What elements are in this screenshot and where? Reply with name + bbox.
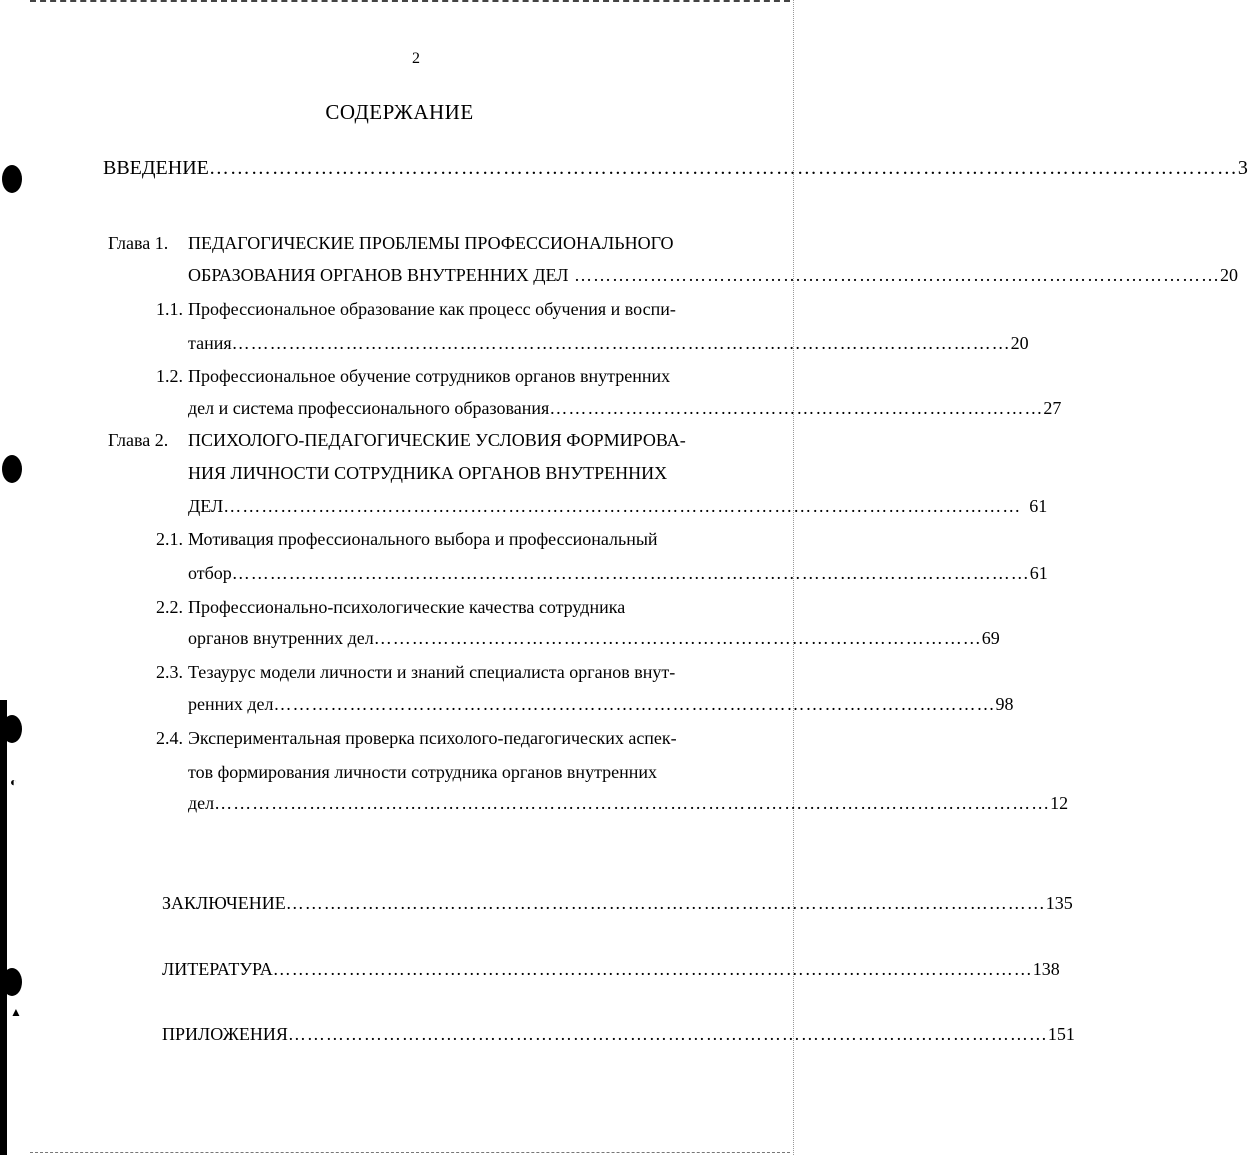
section-number: 2.3. xyxy=(156,662,183,682)
toc-entry-page: 61 xyxy=(1029,496,1048,516)
toc-entry-chapter2[interactable] xyxy=(188,495,1048,517)
toc-entry-page: 138 xyxy=(1032,959,1060,979)
dot-leader: ………………………………………………………………………………………………………… xyxy=(287,1024,1048,1044)
section-number: 1.2. xyxy=(156,366,183,386)
punch-hole xyxy=(2,715,22,743)
toc-entry-page: 151 xyxy=(1047,1024,1075,1044)
toc-entry-label: ЛИТЕРАТУРА xyxy=(162,959,273,979)
section-2-2-line1[interactable]: Профессионально-психологические качества сотрудника xyxy=(188,597,626,617)
dot-leader: ……………………………………………………………………………………………………………… xyxy=(223,496,1022,516)
toc-entry-label: ПРИЛОЖЕНИЯ xyxy=(162,1024,288,1044)
dot-leader: ………………………………………………………………………………………………………… xyxy=(272,959,1033,979)
dot-leader: ……………………………………………………………………………………………………………… xyxy=(231,563,1030,583)
chapter1-label: Глава 1. xyxy=(108,233,169,253)
scan-top-border xyxy=(30,0,790,5)
punch-hole xyxy=(2,968,22,996)
section-1-1-line1[interactable]: Профессиональное образование как процесс обучения и воспи- xyxy=(188,299,676,319)
toc-entry-label: ОБРАЗОВАНИЯ ОРГАНОВ ВНУТРЕННИХ ДЕЛ xyxy=(188,265,569,285)
toc-entry-page: 20 xyxy=(1010,333,1029,353)
dot-leader: …………………………………………………………………………………………………………………… xyxy=(214,793,1051,813)
toc-entry-page: 135 xyxy=(1045,893,1073,913)
toc-entry-section-1-1[interactable] xyxy=(188,332,1029,354)
dot-leader: …………………………………………………………………………………… xyxy=(373,628,982,648)
dot-leader: …………………………………………………………………… xyxy=(549,398,1044,418)
toc-entry-page: 98 xyxy=(995,694,1014,714)
page-number: 2 xyxy=(412,50,420,67)
chapter2-label: Глава 2. xyxy=(108,430,169,450)
toc-entry-page: 27 xyxy=(1043,398,1062,418)
toc-entry-section-2-1[interactable] xyxy=(188,562,1048,584)
toc-entry-label: ЗАКЛЮЧЕНИЕ xyxy=(162,893,286,913)
toc-entry-page: 61 xyxy=(1029,563,1048,583)
toc-entry-label: ренних дел xyxy=(188,694,274,714)
section-number: 2.4. xyxy=(156,728,183,748)
toc-entry-label: отбор xyxy=(188,563,232,583)
toc-entry-label: тания xyxy=(188,333,232,353)
section-number: 1.1. xyxy=(156,299,183,319)
page-title: СОДЕРЖАНИЕ xyxy=(325,100,474,124)
section-number: 2.1. xyxy=(156,529,183,549)
toc-entry-section-2-4[interactable] xyxy=(188,792,1069,814)
section-number: 2.2. xyxy=(156,597,183,617)
scan-bottom-edge xyxy=(30,1152,790,1153)
chapter2-title-line1[interactable]: ПСИХОЛОГО-ПЕДАГОГИЧЕСКИЕ УСЛОВИЯ ФОРМИРОВА- xyxy=(188,430,686,450)
toc-entry-section-2-3[interactable] xyxy=(188,693,1014,715)
toc-entry-appendices[interactable] xyxy=(162,1023,1075,1045)
toc-entry-chapter1[interactable] xyxy=(188,264,1238,286)
punch-hole xyxy=(2,165,22,193)
chapter2-title-line2[interactable]: НИЯ ЛИЧНОСТИ СОТРУДНИКА ОРГАНОВ ВНУТРЕННИХ xyxy=(188,463,668,483)
toc-entry-label: ВВЕДЕНИЕ xyxy=(103,157,209,179)
toc-entry-page: 69 xyxy=(981,628,1000,648)
section-2-4-line2[interactable]: тов формирования личности сотрудника органов внутренних xyxy=(188,762,658,782)
chapter1-title-line1[interactable]: ПЕДАГОГИЧЕСКИЕ ПРОБЛЕМЫ ПРОФЕССИОНАЛЬНОГО xyxy=(188,233,674,253)
section-1-2-line1[interactable]: Профессиональное обучение сотрудников органов внутренних xyxy=(188,366,671,386)
scan-artifact: ◐ xyxy=(10,775,18,789)
toc-entry-label: дел xyxy=(188,793,215,813)
scan-artifact: ▲ xyxy=(10,1005,22,1019)
dot-leader: ………………………………………………………………………………………………………… xyxy=(285,893,1046,913)
toc-entry-label: органов внутренних дел xyxy=(188,628,374,648)
toc-entry-page: 3 xyxy=(1237,157,1248,179)
scan-left-bar xyxy=(0,700,7,1155)
toc-entry-section-1-2[interactable] xyxy=(188,397,1062,419)
toc-entry-page: 12 xyxy=(1050,793,1069,813)
dot-leader: ………………………………………………………………………………………………………………………………… xyxy=(208,157,1238,179)
toc-entry-page: 20 xyxy=(1219,265,1238,285)
section-2-3-line1[interactable]: Тезаурус модели личности и знаний специалиста органов внут- xyxy=(188,662,676,682)
toc-entry-label: дел и система профессионального образования xyxy=(188,398,550,418)
punch-hole xyxy=(2,455,22,483)
dot-leader: …………………………………………………………………………………………………… xyxy=(273,694,996,714)
section-2-1-line1[interactable]: Мотивация профессионального выбора и профессиональный xyxy=(188,529,658,549)
toc-entry-intro[interactable] xyxy=(103,157,1248,179)
toc-entry-conclusion[interactable] xyxy=(162,892,1073,914)
toc-entry-label: ДЕЛ xyxy=(188,496,224,516)
dot-leader: ………………………………………………………………………………………… xyxy=(568,265,1220,285)
toc-entry-section-2-2[interactable] xyxy=(188,627,1000,649)
dot-leader: …………………………………………………………………………………………………………… xyxy=(231,333,1011,353)
section-2-4-line1[interactable]: Экспериментальная проверка психолого-педагогических аспек- xyxy=(188,728,677,748)
toc-entry-literature[interactable] xyxy=(162,958,1060,980)
